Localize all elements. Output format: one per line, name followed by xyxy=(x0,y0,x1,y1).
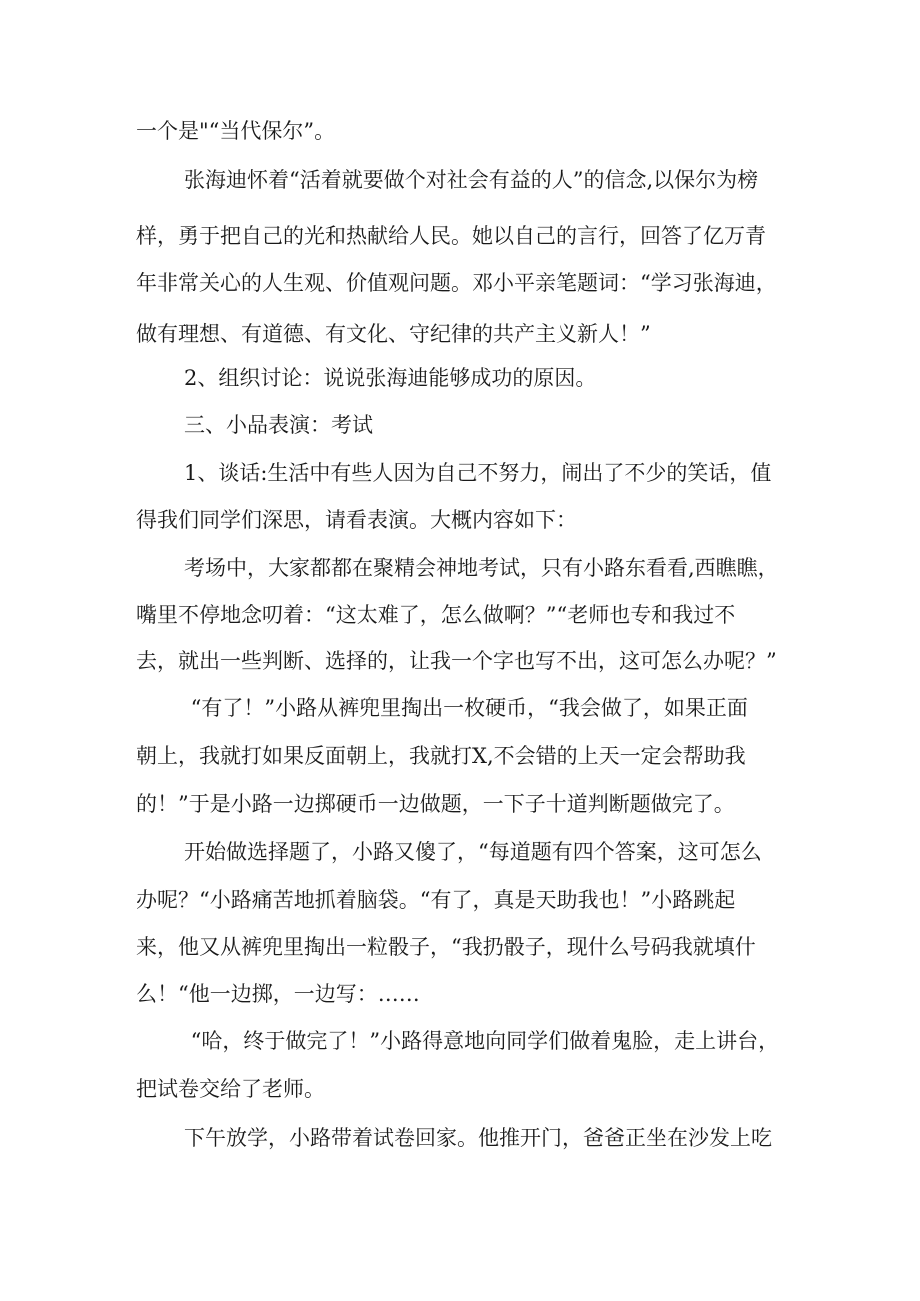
text-line: “哈，终于做完了！”小路得意地向同学们做着鬼脸，走上讲台， xyxy=(184,1029,780,1053)
text-line: 2、组织讨论：说说张海迪能够成功的原因。 xyxy=(184,366,597,390)
text-line: 把试卷交给了老师。 xyxy=(136,1077,325,1101)
text-line: 朝上，我就打如果反面朝上，我就打X,不会错的上天一定会帮助我 xyxy=(136,744,746,768)
text-line: 下午放学，小路带着试卷回家。他推开门，爸爸正坐在沙发上吃 xyxy=(184,1126,772,1150)
text-line: 年非常关心的人生观、价值观问题。邓小平亲笔题词：“学习张海迪， xyxy=(136,271,777,295)
text-line: 么！“他一边掷，一边写：…… xyxy=(136,982,420,1006)
text-line: 做有理想、有道德、有文化、守纪律的共产主义新人！” xyxy=(136,322,651,346)
section-heading: 三、小品表演：考试 xyxy=(184,413,373,437)
text-line: 考场中，大家都都在聚精会神地考试，只有小路东看看,西瞧瞧， xyxy=(184,556,779,580)
text-line: 开始做选择题了，小路又傻了，“每道题有四个答案，这可怎么 xyxy=(184,840,762,864)
text-line: 办呢？“小路痛苦地抓着脑袋。“有了，真是天助我也！”小路跳起 xyxy=(136,888,736,912)
text-line: 张海迪怀着“活着就要做个对社会有益的人”的信念,以保尔为榜 xyxy=(184,168,759,192)
text-line: 得我们同学们深思，请看表演。大概内容如下： xyxy=(136,508,577,532)
text-line: 来，他又从裤兜里掏出一粒骰子，“我扔骰子，现什么号码我就填什 xyxy=(136,935,756,959)
text-line: 嘴里不停地念叨着：“这太难了，怎么做啊？”“老师也专和我过不 xyxy=(136,603,736,627)
text-line: “有了！”小路从裤兜里掏出一枚硬币，“我会做了，如果正面 xyxy=(184,696,748,720)
text-line: 样，勇于把自己的光和热献给人民。她以自己的言行，回答了亿万青 xyxy=(136,224,766,248)
text-line: 1、谈话:生活中有些人因为自己不努力，闹出了不少的笑话，值 xyxy=(184,461,772,485)
text-line: 去，就出一些判断、选择的，让我一个字也写不出，这可怎么办呢？” xyxy=(136,649,777,673)
text-line: 的！”于是小路一边掷硬币一边做题，一下子十道判断题做完了。 xyxy=(136,792,735,816)
text-line: 一个是"“当代保尔”。 xyxy=(136,119,336,143)
